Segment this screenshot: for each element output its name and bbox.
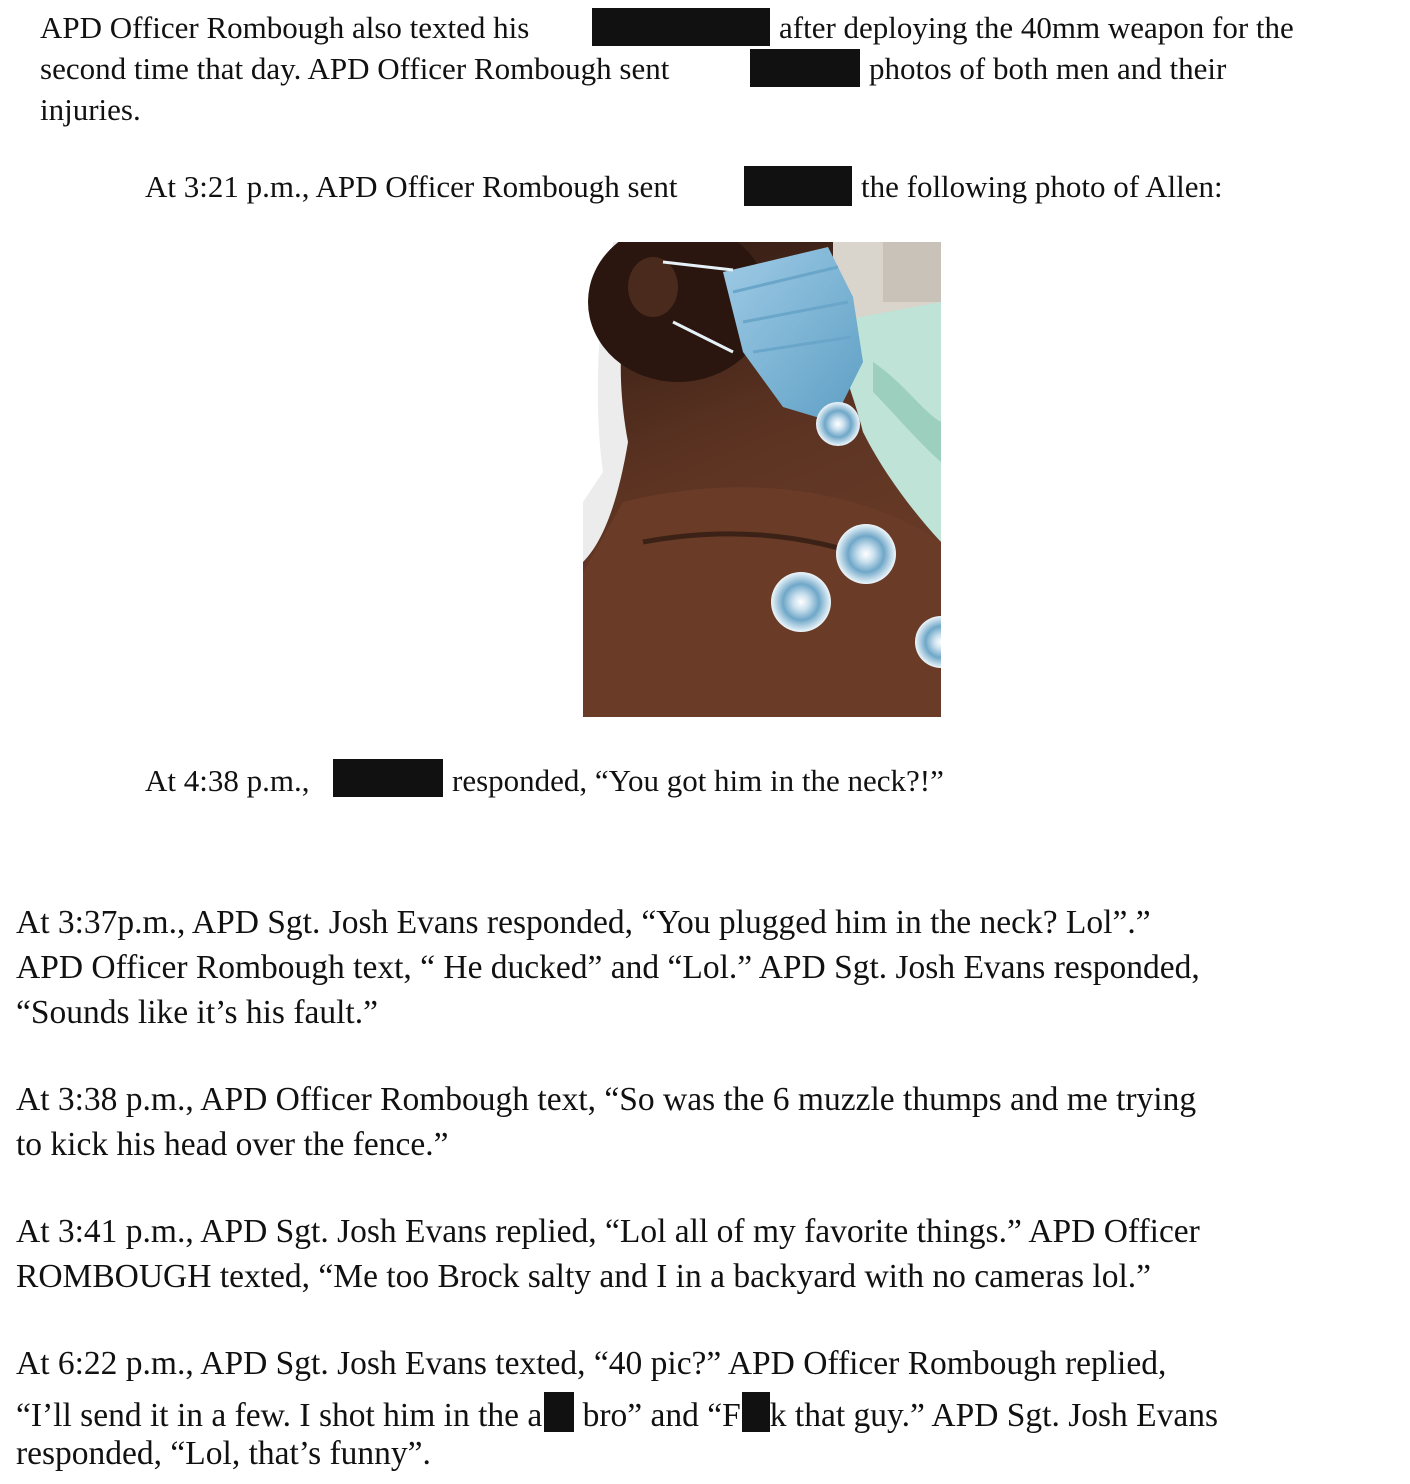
text-segment: At 6:22 p.m., APD Sgt. Josh Evans texted, “40 pic?” APD Officer Rombough replied, [16,1345,1167,1382]
text-segment: APD Officer Rombough also texted his [40,10,530,45]
paragraph-1-line-1-cont [779,12,1294,43]
text-segment: At 3:41 p.m., APD Sgt. Josh Evans replied, “Lol all of my favorite things.” APD Officer [16,1213,1200,1250]
text-segment: At 3:38 p.m., APD Officer Rombough text, “So was the 6 muzzle thumps and me trying [16,1081,1197,1118]
text-segment: bro” and “F [574,1397,741,1434]
paragraph-1-line-2-cont [869,53,1226,84]
redaction-box [744,166,852,206]
redaction-box [544,1392,574,1432]
paragraph-2 [145,171,677,202]
paragraph-1-line-3 [40,94,141,125]
text-segment: the following photo of Allen: [861,169,1223,204]
text-segment: “I’ll send it in a few. I shot him in the a [16,1397,543,1434]
text-segment: At 3:21 p.m., APD Officer Rombough sent [145,169,678,204]
paragraph-1-line-2 [40,53,669,84]
paragraph-4-line-3 [16,996,378,1030]
redaction-box [742,1392,770,1432]
paragraph-6-line-2 [16,1260,1151,1294]
paragraph-5-line-2 [16,1128,449,1162]
text-segment: responded, “Lol, that’s funny”. [16,1435,431,1472]
text-segment: ROMBOUGH texted, “Me too Brock salty and I in a backyard with no cameras lol.” [16,1258,1151,1295]
redaction-box [592,8,770,46]
text-segment: “Sounds like it’s his fault.” [16,994,378,1031]
paragraph-4-line-1 [16,906,1151,940]
text-segment: At 3:37p.m., APD Sgt. Josh Evans responded, “You plugged him in the neck? Lol”.” [16,904,1151,941]
text-segment: to kick his head over the fence.” [16,1126,449,1163]
redaction-box [333,759,443,797]
text-segment: injuries. [40,92,141,127]
photo-of-allen [583,242,941,717]
text-segment: k that guy.” APD Sgt. Josh Evans [769,1397,1219,1434]
paragraph-7-line-2 [16,1392,1218,1433]
paragraph-6-line-1 [16,1215,1200,1249]
text-segment: photos of both men and their [869,51,1227,86]
paragraph-2-cont [861,171,1223,202]
paragraph-5-line-1 [16,1083,1196,1117]
text-segment: At 4:38 p.m., [145,763,310,798]
text-segment: second time that day. APD Officer Rombough sent [40,51,670,86]
paragraph-1-line-1 [40,12,529,43]
paragraph-7-line-3 [16,1437,431,1471]
redaction-box [750,49,860,87]
paragraph-4-line-2 [16,951,1200,985]
paragraph-3 [145,765,309,796]
text-segment: responded, “You got him in the neck?!” [452,763,944,798]
paragraph-3-cont [452,765,944,796]
text-segment: after deploying the 40mm weapon for the [779,10,1294,45]
text-segment: APD Officer Rombough text, “ He ducked” and “Lol.” APD Sgt. Josh Evans responded, [16,949,1200,986]
paragraph-7-line-1 [16,1347,1166,1381]
